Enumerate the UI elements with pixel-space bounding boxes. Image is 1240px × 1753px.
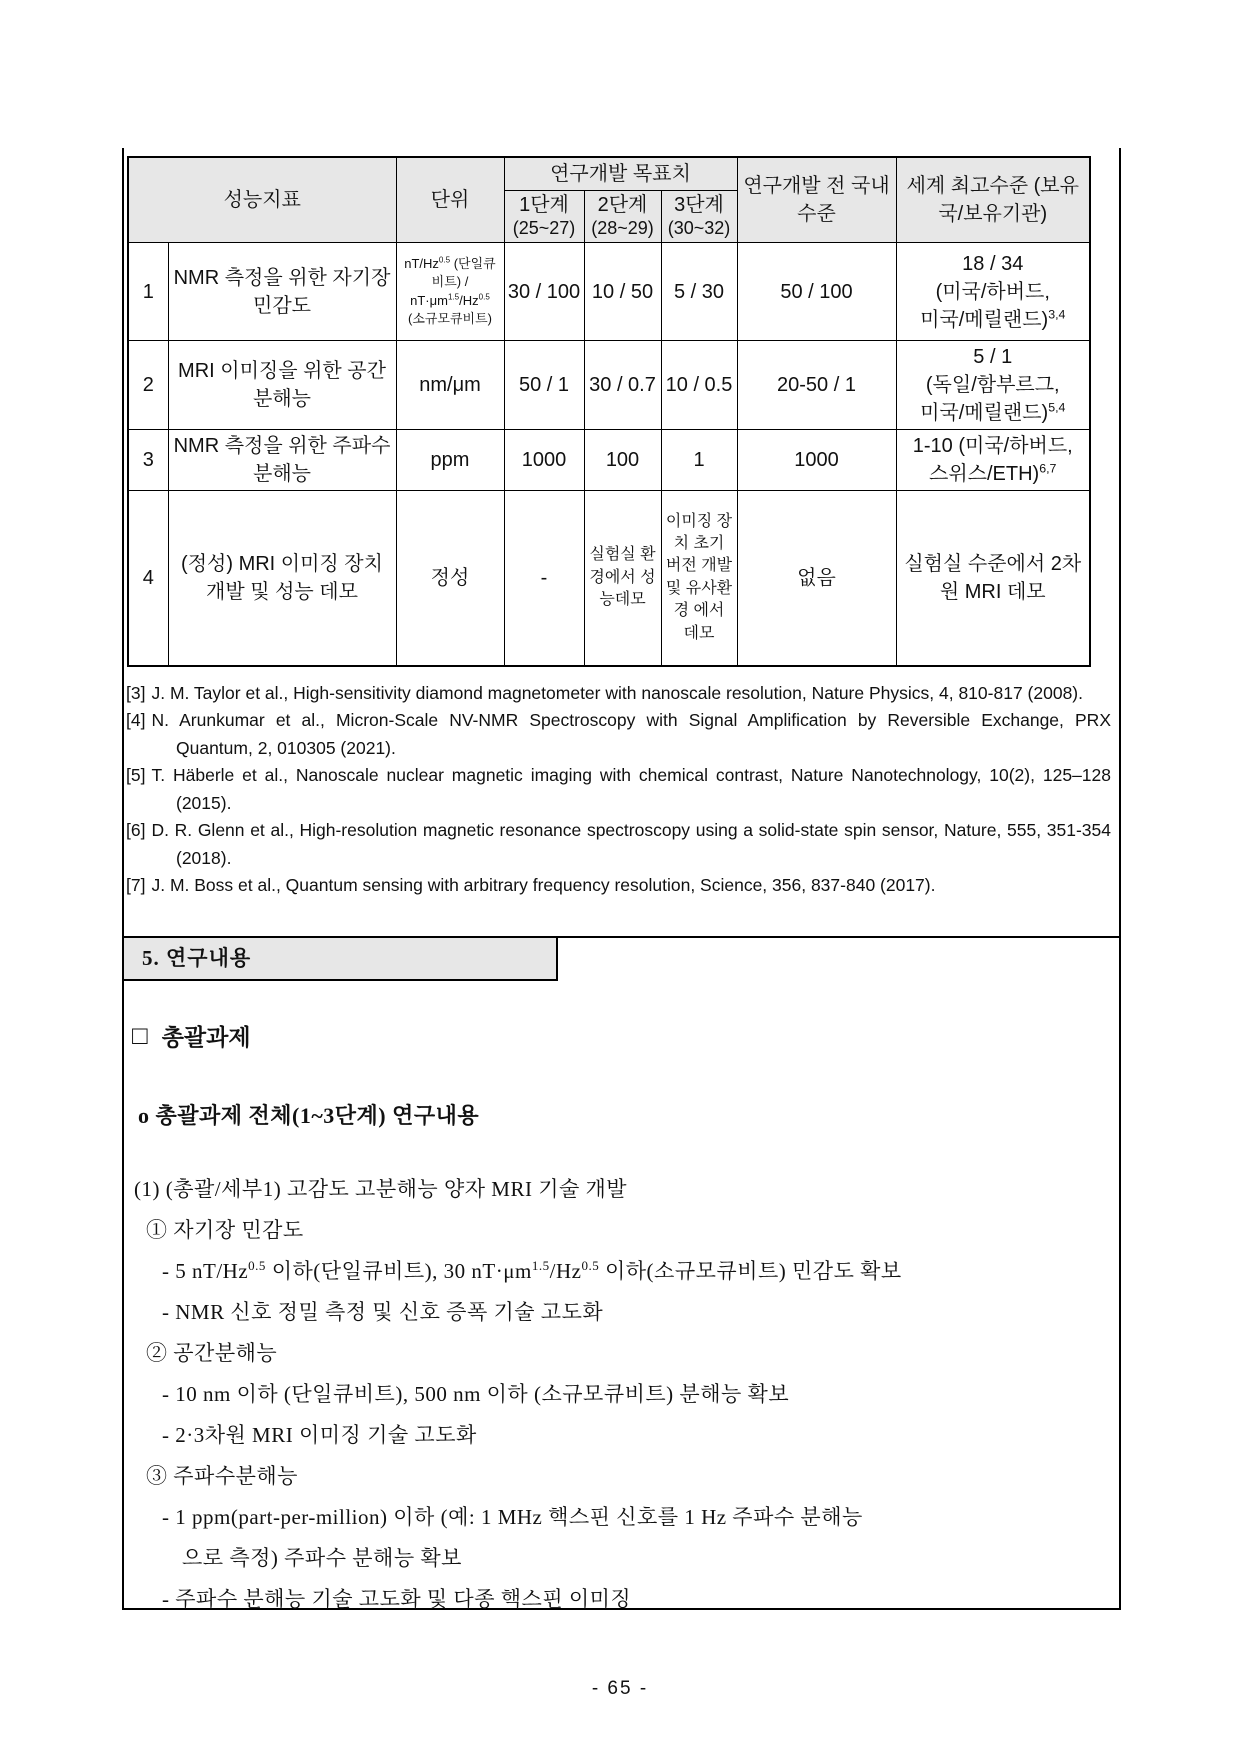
cell-world: 실험실 수준에서 2차원 MRI 데모	[896, 491, 1090, 666]
performance-indicator-table	[127, 156, 1091, 667]
reference-text: N. Arunkumar et al., Micron-Scale NV-NMR Spectroscopy with Signal Amplification by Reversible Exchange, PRX Quantum, 2, 010305 (2021).	[151, 710, 1111, 758]
reference-item	[126, 762, 1111, 817]
cell-stage2: 30 / 0.7	[584, 341, 661, 430]
page-number: - 65 -	[591, 1678, 649, 1699]
reference-marker: [7]	[126, 875, 146, 895]
overview-heading-label: 총괄과제	[161, 1025, 251, 1050]
body-line: - 주파수 분해능 기술 고도화 및 다종 핵스핀 이미징	[162, 1587, 632, 1611]
cell-domestic: 50 / 100	[737, 243, 896, 341]
cell-stage1: 50 / 1	[504, 341, 584, 430]
stage3-years: (30~32)	[667, 218, 731, 239]
research-content-body	[124, 1174, 1119, 1614]
research-content-section	[124, 936, 1119, 1611]
body-line: (1) (총괄/세부1) 고감도 고분해능 양자 MRI 기술 개발	[134, 1177, 628, 1201]
stage2-label: 2단계	[597, 194, 648, 217]
cell-stage2: 10 / 50	[584, 243, 661, 341]
body-line: ② 공간분해능	[146, 1341, 278, 1365]
overall-subheading: o 총괄과제 전체(1~3단계) 연구내용	[138, 1103, 480, 1128]
stage2-years: (28~29)	[591, 218, 654, 239]
cell-domestic: 없음	[737, 491, 896, 666]
cell-stage3: 1	[661, 430, 737, 491]
table-row	[128, 491, 1090, 666]
reference-item	[126, 817, 1111, 872]
cell-indicator: NMR 측정을 위한 자기장 민감도	[168, 243, 396, 341]
body-line: ③ 주파수분해능	[146, 1464, 298, 1488]
cell-unit: $nT/Hz^{0.5}$ (단일큐 비트) / $nT\cdot\mu m^{1.5}/Hz^{0.5}$ (소규모큐비트)	[396, 243, 504, 341]
cell-world: 5 / 1 (독일/함부르그, 미국/메릴랜드)$^{5,4}$	[896, 341, 1090, 430]
cell-world: 18 / 34 (미국/하버드, 미국/메릴랜드)$^{3,4}$	[896, 243, 1090, 341]
content-frame	[122, 148, 1121, 1610]
body-line: 으로 측정) 주파수 분해능 확보	[182, 1546, 462, 1570]
stage1-label: 1단계	[519, 194, 569, 217]
cell-stage1: 30 / 100	[504, 243, 584, 341]
cell-world: 1-10 (미국/하버드, 스위스/ETH)$^{6,7}$	[896, 430, 1090, 491]
cell-stage3: 이미징 장치 초기 버전 개발 및 유사환경 에서 데모	[661, 491, 737, 666]
reference-text: J. M. Taylor et al., High-sensitivity diamond magnetometer with nanoscale resolution, Nature Physics, 4, 810-817 (2008).	[151, 682, 1083, 703]
cell-stage3: 5 / 30	[661, 243, 737, 341]
reference-text: T. Häberle et al., Nanoscale nuclear magnetic imaging with chemical contrast, Nature Nanotechnology, 10(2), 125–128 (2015).	[151, 765, 1111, 813]
cell-num: 2	[128, 341, 168, 430]
reference-text: D. R. Glenn et al., High-resolution magnetic resonance spectroscopy using a solid-state spin sensor, Nature, 555, 351-354 (2018).	[151, 820, 1111, 868]
section5-header: 5. 연구내용	[124, 938, 558, 981]
cell-indicator: NMR 측정을 위한 주파수분해능	[168, 430, 396, 491]
reference-text: J. M. Boss et al., Quantum sensing with arbitrary frequency resolution, Science, 356, 837-840 (2017).	[151, 875, 936, 895]
cell-indicator: (정성) MRI 이미징 장치 개발 및 성능 데모	[168, 491, 396, 666]
cell-unit: nm/μm	[396, 341, 504, 430]
header-stage1	[504, 191, 584, 243]
cell-stage1: 1000	[504, 430, 584, 491]
body-line: ① 자기장 민감도	[146, 1218, 304, 1242]
table-header-row	[128, 157, 1090, 191]
cell-stage2: 100	[584, 430, 661, 491]
body-line: - 5 $nT/Hz^{0.5}$ 이하(단일큐비트), 30 $nT\cdot\mu m^{1.5}/Hz^{0.5}$ 이하(소규모큐비트) 민감도 확보	[162, 1258, 902, 1283]
header-world: 세계 최고수준 (보유국/보유기관)	[896, 157, 1090, 243]
header-target: 연구개발 목표치	[504, 157, 737, 191]
cell-num: 3	[128, 430, 168, 491]
cell-indicator: MRI 이미징을 위한 공간분해능	[168, 341, 396, 430]
cell-domestic: 1000	[737, 430, 896, 491]
cell-stage3: 10 / 0.5	[661, 341, 737, 430]
reference-marker: [3]	[126, 682, 146, 703]
overview-heading	[132, 1019, 1119, 1052]
cell-num: 4	[128, 491, 168, 666]
reference-item	[126, 707, 1111, 762]
table-and-references-section	[124, 156, 1119, 936]
table-row	[128, 430, 1090, 491]
reference-item	[126, 872, 1111, 900]
body-line: - 1 ppm(part-per-million) 이하 (예: 1 MHz 핵스핀 신호를 1 Hz 주파수 분해능	[162, 1505, 863, 1529]
table-row	[128, 243, 1090, 341]
body-line: - 2·3차원 MRI 이미징 기술 고도화	[162, 1423, 477, 1447]
cell-unit: ppm	[396, 430, 504, 491]
cell-unit: 정성	[396, 491, 504, 666]
stage3-label: 3단계	[674, 194, 724, 217]
body-line: - 10 nm 이하 (단일큐비트), 500 nm 이하 (소규모큐비트) 분해능 확보	[162, 1382, 790, 1406]
header-unit: 단위	[396, 157, 504, 243]
cell-stage1: -	[504, 491, 584, 666]
header-stage3	[661, 191, 737, 243]
reference-marker: [6]	[126, 820, 146, 840]
reference-marker: [4]	[126, 710, 146, 730]
reference-list	[126, 680, 1111, 900]
header-domestic: 연구개발 전 국내 수준	[737, 157, 896, 243]
cell-domestic: 20-50 / 1	[737, 341, 896, 430]
square-bullet-icon: □	[132, 1020, 148, 1050]
reference-item	[126, 680, 1111, 708]
header-stage2	[584, 191, 661, 243]
stage1-years: (25~27)	[512, 218, 576, 239]
cell-stage2: 실험실 환경에서 성능데모	[584, 491, 661, 666]
reference-marker: [5]	[126, 765, 146, 785]
body-line: - NMR 신호 정밀 측정 및 신호 증폭 기술 고도화	[162, 1300, 604, 1324]
header-indicator: 성능지표	[128, 157, 396, 243]
cell-num: 1	[128, 243, 168, 341]
table-row	[128, 341, 1090, 430]
